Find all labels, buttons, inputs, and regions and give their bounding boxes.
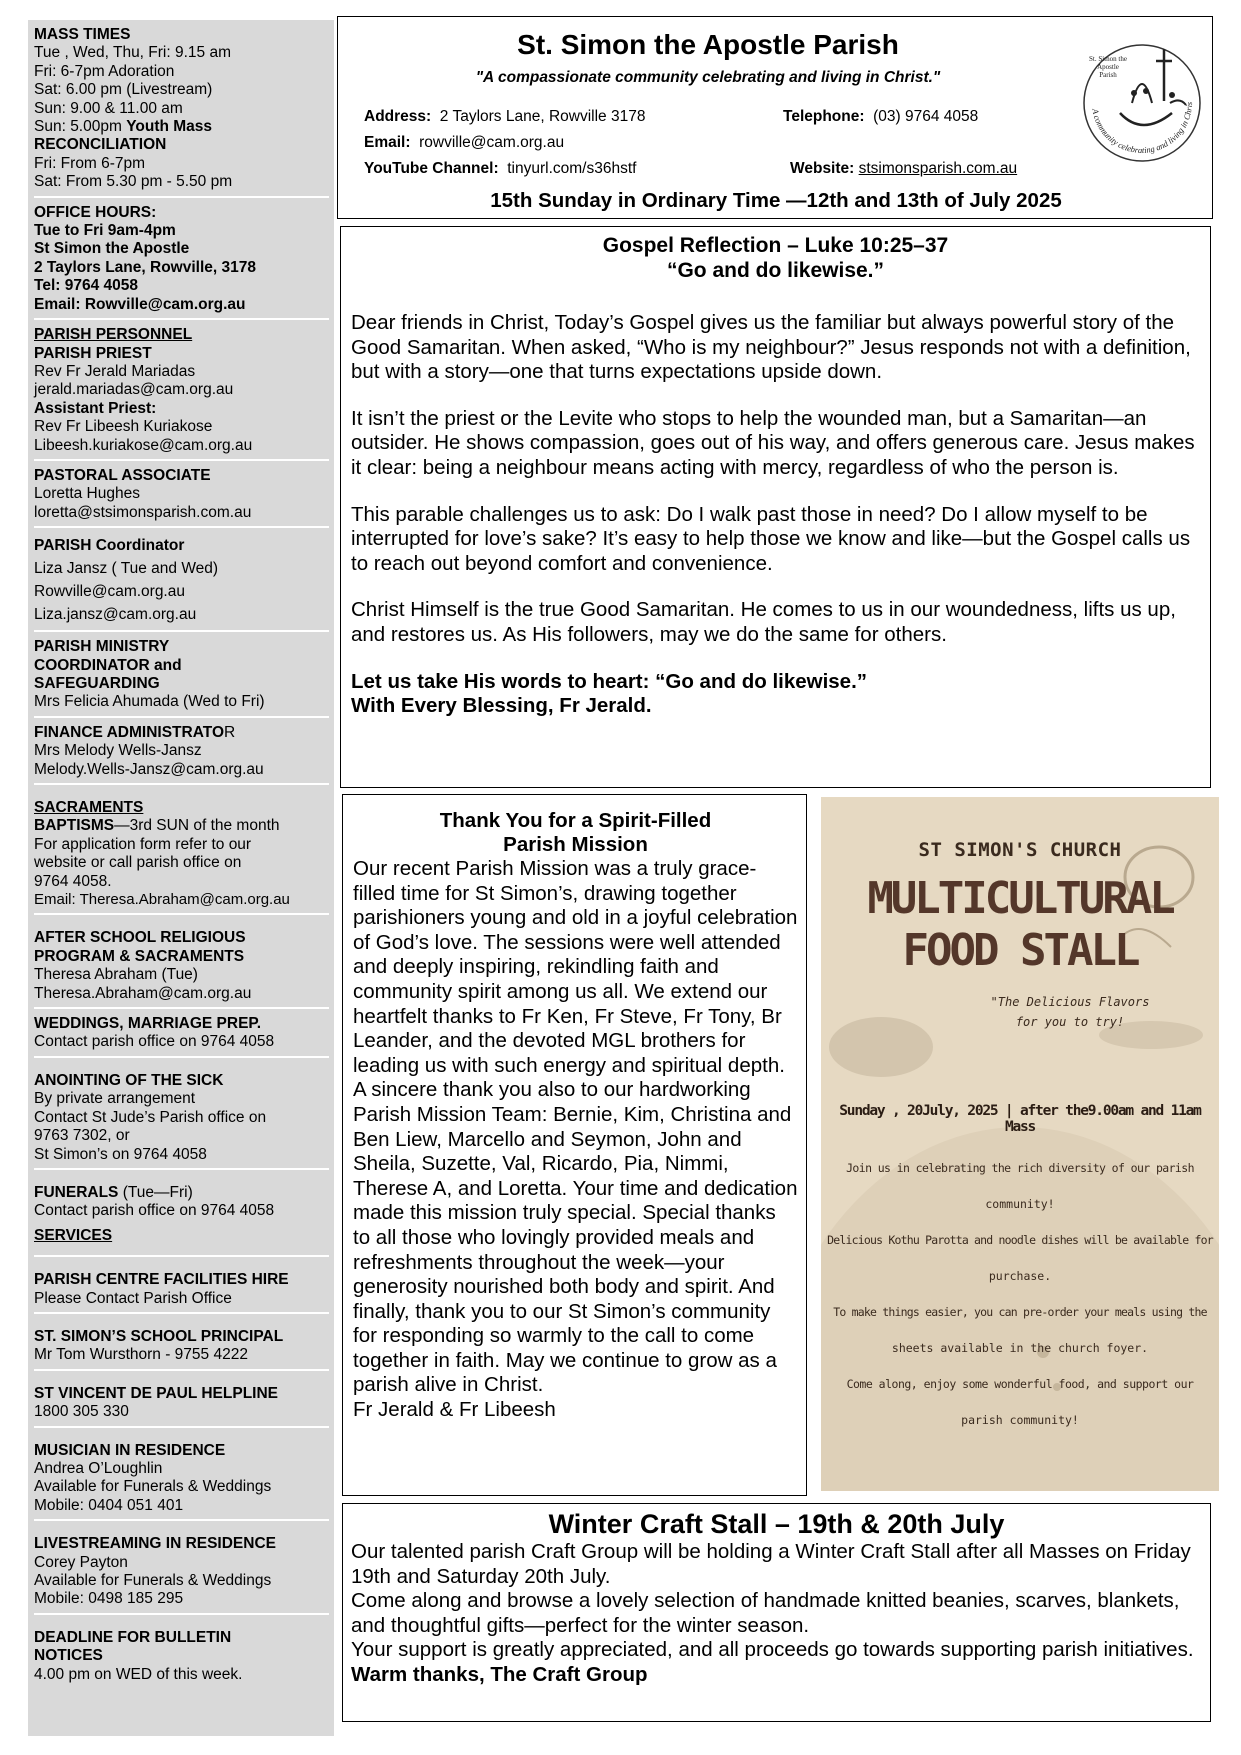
youtube-link[interactable]: tinyurl.com/s36hstf xyxy=(498,160,637,177)
poster-title-1: MULTICULTURAL xyxy=(867,873,1173,924)
thanks-body: Our recent Parish Mission was a truly grace-filled time for St Simon’s, drawing together parishioners young and old in a joyful celebration of God’s love. The sessions were well attended and deeply inspiring, rekindling faith and community spirit among us all. We extend our heartfelt thanks to Fr Ken, Fr Steve, Fr Tony, Br Leander, and the devoted MGL brothers for leading us with such energy and spiritual depth. A sincere thank you also to our hardworking Parish Mission Team: Bernie, Kim, Christina and Ben Liew, Marcello and Seymon, John and Sheila, Suzette, Val, Ricardo, Pia, Nimmi, Therese A, and Loretta. Your time and dedication made this mission truly special. Special thanks to all those who lovingly provided meals and refreshments throughout the week—your generosity nourished both body and spirit. And finally, thank you to our St Simon’s community for responding so warmly to the call to come together in faith. May we continue to grow as a parish alive in Christ. xyxy=(353,857,798,1397)
sacraments-heading: SACRAMENTS xyxy=(34,799,144,816)
craft-paragraph-1: Our talented parish Craft Group will be holding a Winter Craft Stall after all Masses on Friday 19th and Saturday 20th July. xyxy=(351,1540,1191,1588)
poster-body-3: Delicious Kothu Parotta and noodle dishes will be available for xyxy=(827,1233,1213,1247)
musician-availability: Available for Funerals & Weddings xyxy=(34,1478,272,1496)
after-school-heading-2: PROGRAM & SACRAMENTS xyxy=(34,947,245,965)
ministry-name: Mrs Felicia Ahumada (Wed to Fri) xyxy=(34,693,265,711)
office-hours-heading: OFFICE HOURS: xyxy=(34,203,157,221)
hire-section xyxy=(34,1271,329,1314)
thanks-title-1: Thank You for a Spirit-Filled xyxy=(439,809,712,832)
poster-tagline-1: "The Delicious Flavors xyxy=(990,995,1150,1009)
anointing-line-2: Contact St Jude’s Parish office on xyxy=(34,1108,267,1126)
baptisms-info-1: For application form refer to our xyxy=(34,835,252,853)
website-label: Website xyxy=(790,160,850,177)
musician-name: Andrea O’Loughlin xyxy=(34,1459,163,1477)
assistant-priest-name: Rev Fr Libeesh Kuriakose xyxy=(34,418,213,436)
mass-weekday: Tue , Wed, Thu, Fri: 9.15 am xyxy=(34,44,231,62)
craft-paragraph-3: Your support is greatly appreciated, and all proceeds go towards supporting parish initiatives. xyxy=(351,1638,1194,1662)
finance-section xyxy=(34,724,329,785)
mass-youth-time: Sun: 5.00pm xyxy=(34,118,127,136)
funerals-section xyxy=(34,1184,329,1225)
livestream-availability: Available for Funerals & Weddings xyxy=(34,1572,272,1589)
gospel-reflection xyxy=(340,226,1211,788)
school-heading: ST. SIMON’S SCHOOL PRINCIPAL xyxy=(34,1327,284,1345)
website-colon: : xyxy=(849,160,859,177)
deadline-heading-2: NOTICES xyxy=(34,1647,103,1665)
thanks-signoff: Fr Jerald & Fr Libeesh xyxy=(353,1398,556,1422)
anointing-line-4: St Simon’s on 9764 4058 xyxy=(34,1145,207,1163)
email-label: Email: xyxy=(364,134,411,151)
poster-body-1: Join us in celebrating the rich diversity of our parish xyxy=(846,1161,1194,1175)
anointing-line-1: By private arrangement xyxy=(34,1090,196,1108)
thanks-title-2: Parish Mission xyxy=(503,833,648,856)
office-name: St Simon the Apostle xyxy=(34,240,190,258)
ministry-heading-3: SAFEGUARDING xyxy=(34,674,160,692)
livestream-name: Corey Payton xyxy=(34,1553,128,1571)
finance-heading xyxy=(34,724,329,742)
after-school-name: Theresa Abraham (Tue) xyxy=(34,966,198,984)
reconciliation-fri: Fri: From 6-7pm xyxy=(34,154,146,172)
school-section xyxy=(34,1328,329,1371)
finance-email[interactable]: Melody.Wells-Jansz@cam.org.au xyxy=(34,760,264,778)
coordinator-name: Liza Jansz ( Tue and Wed) xyxy=(34,560,219,578)
phone-label: Telephone: xyxy=(783,108,865,125)
after-school-heading-1: AFTER SCHOOL RELIGIOUS xyxy=(34,929,246,947)
phone-value: (03) 9764 4058 xyxy=(864,108,979,125)
anointing-line-3: 9763 7302, or xyxy=(34,1127,130,1145)
poster-body-8: parish community! xyxy=(961,1413,1079,1427)
deadline-section xyxy=(34,1629,329,1688)
logo-ring-text: A community celebrating and living in Chris xyxy=(1090,101,1195,156)
ministry-heading-2: COORDINATOR and xyxy=(34,656,182,674)
assistant-priest-email[interactable]: Libeesh.kuriakose@cam.org.au xyxy=(34,436,253,454)
after-school-email[interactable]: Theresa.Abraham@cam.org.au xyxy=(34,984,252,1002)
gospel-title: Gospel Reflection – Luke 10:25–37 xyxy=(602,234,949,257)
craft-title: Winter Craft Stall – 19th & 20th July xyxy=(548,1509,1005,1539)
gospel-paragraph-1: Dear friends in Christ, Today’s Gospel gives us the familiar but always powerful story of the Good Samaritan. When asked, “Who is my neighbour?” Jesus responds not with a definition, but with a story—one that turns expectations upside down. xyxy=(351,311,1191,384)
poster-title-2: FOOD STALL xyxy=(902,925,1138,976)
musician-mobile: Mobile: 0404 051 401 xyxy=(34,1496,184,1514)
coordinator-email-1[interactable]: Rowville@cam.org.au xyxy=(34,583,185,601)
office-hours-time: Tue to Fri 9am-4pm xyxy=(34,222,176,240)
baptisms-phone: 9764 4058. xyxy=(34,872,112,890)
gospel-closing-1: Let us take His words to heart: “Go and do likewise.” xyxy=(351,669,868,693)
personnel-section xyxy=(34,326,329,461)
mass-youth-label: Youth Mass xyxy=(126,118,213,136)
personnel-heading: PARISH PERSONNEL xyxy=(34,326,193,344)
funerals-heading xyxy=(34,1184,329,1202)
poster-body-6: sheets available in the church foyer. xyxy=(891,1341,1149,1355)
parish-title: St. Simon the Apostle Parish xyxy=(517,29,899,60)
services-heading: SERVICES xyxy=(34,1226,113,1244)
gospel-paragraph-3: This parable challenges us to ask: Do I walk past those in need? Do I allow myself to be interrupted for love’s sake? It’s easy to help those we know and like—but the Gospel calls us to reach out beyond comfort and convenience. xyxy=(351,502,1191,575)
svdp-heading: ST VINCENT DE PAUL HELPLINE xyxy=(34,1384,279,1402)
parish-priest-email[interactable]: jerald.mariadas@cam.org.au xyxy=(34,381,234,399)
winter-craft-stall xyxy=(342,1503,1211,1722)
ministry-section xyxy=(34,638,329,718)
craft-closing: Warm thanks, The Craft Group xyxy=(351,1662,648,1686)
musician-heading: MUSICIAN IN RESIDENCE xyxy=(34,1441,226,1459)
finance-heading-bold: FINANCE ADMINISTRATO xyxy=(34,723,225,741)
mass-saturday: Sat: 6.00 pm (Livestream) xyxy=(34,81,213,99)
pastoral-name: Loretta Hughes xyxy=(34,485,140,503)
coordinator-heading: PARISH Coordinator xyxy=(34,537,185,555)
assistant-priest-heading: Assistant Priest: xyxy=(34,399,157,417)
parish-header xyxy=(337,16,1213,219)
svdp-section xyxy=(34,1385,329,1428)
livestream-section xyxy=(34,1535,329,1615)
poster-body-7: Come along, enjoy some wonderful food, and support our xyxy=(846,1377,1194,1391)
email-line xyxy=(364,134,564,152)
parish-logo-icon xyxy=(1080,41,1205,166)
baptisms-schedule: —3rd SUN of the month xyxy=(114,817,280,835)
weddings-section xyxy=(34,1015,329,1058)
parish-priest-heading: PARISH PRIEST xyxy=(34,344,152,362)
gospel-paragraph-2: It isn’t the priest or the Levite who stops to help the wounded man, but a Samaritan—an outsider. He shows compassion, goes out of his way, and offers generous care. Jesus makes it clear: being a neighbour means acting with mercy, regardless of who the person is. xyxy=(351,406,1195,479)
funerals-contact: Contact parish office on 9764 4058 xyxy=(34,1202,275,1220)
poster-date-time: Sunday , 20July, 2025 | after the9.00am and 11am Mass xyxy=(839,1103,1201,1135)
office-phone: Tel: 9764 4058 xyxy=(34,277,138,295)
parish-mission-thanks xyxy=(342,794,807,1496)
funerals-days: (Tue—Fri) xyxy=(118,1183,193,1201)
coordinator-email-2[interactable]: Liza.jansz@cam.org.au xyxy=(34,606,197,624)
deadline-time: 4.00 pm on WED of this week. xyxy=(34,1665,243,1683)
anointing-heading: ANOINTING OF THE SICK xyxy=(34,1071,224,1089)
pastoral-email[interactable]: loretta@stsimonsparish.com.au xyxy=(34,503,252,521)
website-link[interactable]: stsimonsparish.com.au xyxy=(858,160,1018,177)
services-section xyxy=(34,1227,329,1257)
logo-top-text: St. Simon the Apostle Parish xyxy=(1089,55,1127,79)
parish-priest-name: Rev Fr Jerald Mariadas xyxy=(34,362,196,380)
parish-motto: "A compassionate community celebrating and living in Christ." xyxy=(475,69,941,86)
finance-name: Mrs Melody Wells-Jansz xyxy=(34,742,202,760)
reconciliation-heading: RECONCILIATION xyxy=(34,136,167,154)
ministry-heading-1: PARISH MINISTRY xyxy=(34,638,170,656)
food-stall-poster xyxy=(821,797,1219,1491)
weddings-heading: WEDDINGS, MARRIAGE PREP. xyxy=(34,1015,262,1033)
mass-adoration: Fri: 6-7pm Adoration xyxy=(34,62,175,80)
poster-body-2: community! xyxy=(985,1197,1055,1211)
pastoral-heading: PASTORAL ASSOCIATE xyxy=(34,466,211,484)
weddings-contact: Contact parish office on 9764 4058 xyxy=(34,1033,275,1051)
funerals-heading-bold: FUNERALS xyxy=(34,1183,119,1201)
gospel-subtitle: “Go and do likewise.” xyxy=(666,259,885,282)
poster-body-4: purchase. xyxy=(988,1269,1052,1283)
baptisms-label: BAPTISMS xyxy=(34,817,115,835)
after-school-section xyxy=(34,929,329,1009)
finance-heading-tail: R xyxy=(224,723,236,741)
coordinator-section xyxy=(34,534,329,632)
youtube-label: YouTube Channel: xyxy=(364,160,499,177)
mass-sunday: Sun: 9.00 & 11.00 am xyxy=(34,99,183,117)
baptisms-info-2: website or call parish office on xyxy=(34,854,242,872)
baptisms-email[interactable]: Email: Theresa.Abraham@cam.org.au xyxy=(34,891,290,909)
address-line xyxy=(364,108,645,126)
reconciliation-sat: Sat: From 5.30 pm - 5.50 pm xyxy=(34,173,233,191)
address-value: 2 Taylors Lane, Rowville 3178 xyxy=(431,108,646,125)
deadline-heading-1: DEADLINE FOR BULLETIN xyxy=(34,1628,232,1646)
email-value[interactable]: rowville@cam.org.au xyxy=(410,134,565,151)
sidebar xyxy=(28,20,334,1736)
baptisms-line xyxy=(34,817,329,835)
website-line xyxy=(790,160,1017,178)
mass-times-section xyxy=(34,26,329,198)
hire-heading: PARISH CENTRE FACILITIES HIRE xyxy=(34,1271,289,1289)
sacraments-section xyxy=(34,799,329,915)
gospel-paragraph-4: Christ Himself is the true Good Samaritan. He comes to us in our woundedness, lifts us up, and restores us. As His followers, may we do the same for others. xyxy=(351,598,1176,646)
hire-contact: Please Contact Parish Office xyxy=(34,1289,232,1307)
livestream-heading: LIVESTREAMING IN RESIDENCE xyxy=(34,1535,276,1553)
phone-line xyxy=(783,108,978,126)
mass-times-heading: MASS TIMES xyxy=(34,26,131,43)
school-principal: Mr Tom Wursthorn - 9755 4222 xyxy=(34,1346,248,1364)
office-address: 2 Taylors Lane, Rowville, 3178 xyxy=(34,258,256,276)
office-email: Email: Rowville@cam.org.au xyxy=(34,295,246,313)
parish-logo xyxy=(1080,41,1205,166)
youtube-line xyxy=(364,160,636,178)
office-hours-section xyxy=(34,204,329,320)
livestream-mobile: Mobile: 0498 185 295 xyxy=(34,1590,184,1608)
mass-youth xyxy=(34,118,329,136)
craft-paragraph-2: Come along and browse a lovely selection of handmade knitted beanies, scarves, blankets, and thoughtful gifts—perfect for the winter season. xyxy=(351,1589,1180,1637)
gospel-signature: With Every Blessing, Fr Jerald. xyxy=(351,694,652,718)
liturgical-date: 15th Sunday in Ordinary Time —12th and 13th of July 2025 xyxy=(490,189,1062,212)
poster-tagline-2: for you to try! xyxy=(1015,1015,1125,1029)
pastoral-section xyxy=(34,467,329,528)
svdp-phone: 1800 305 330 xyxy=(34,1403,129,1421)
poster-church: ST SIMON'S CHURCH xyxy=(918,839,1122,861)
musician-section xyxy=(34,1442,329,1522)
anointing-section xyxy=(34,1072,329,1170)
address-label: Address: xyxy=(364,108,432,125)
poster-body-5: To make things easier, you can pre-order your meals using the xyxy=(833,1305,1207,1319)
